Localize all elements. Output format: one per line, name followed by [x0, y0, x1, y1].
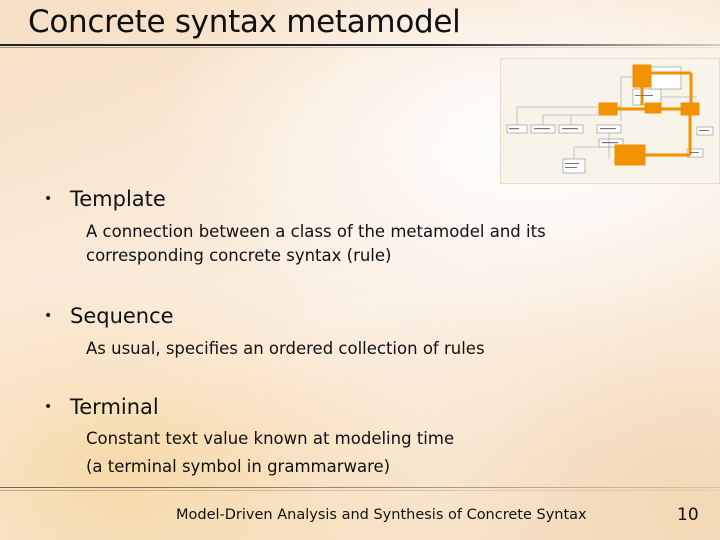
- bullet-heading: Sequence: [70, 304, 174, 328]
- title-divider: [0, 44, 720, 46]
- bullet-dot: •: [44, 399, 53, 415]
- bullet-template: [44, 187, 166, 211]
- bullet-terminal: [44, 395, 159, 419]
- bullet-description: corresponding concrete syntax (rule): [86, 246, 392, 265]
- bullet-description: (a terminal symbol in grammarware): [86, 457, 391, 476]
- footer-divider-shadow: [0, 490, 720, 491]
- page-number: 10: [677, 505, 699, 525]
- bullet-description: A connection between a class of the metamodel and its: [86, 222, 546, 241]
- slide-title: Concrete syntax metamodel: [28, 4, 461, 40]
- metamodel-diagram-image: [500, 58, 720, 184]
- bullet-dot: •: [44, 191, 53, 207]
- footer-text: Model-Driven Analysis and Synthesis of Concrete Syntax: [176, 507, 587, 523]
- footer-divider: [0, 487, 720, 488]
- bullet-dot: •: [44, 308, 53, 324]
- bullet-sequence: [44, 304, 174, 328]
- bullet-heading: Template: [70, 187, 166, 211]
- bullet-description: As usual, specifies an ordered collection of rules: [86, 339, 485, 358]
- bullet-heading: Terminal: [70, 395, 159, 419]
- title-divider-shadow: [0, 47, 720, 48]
- bullet-description: Constant text value known at modeling time: [86, 429, 455, 448]
